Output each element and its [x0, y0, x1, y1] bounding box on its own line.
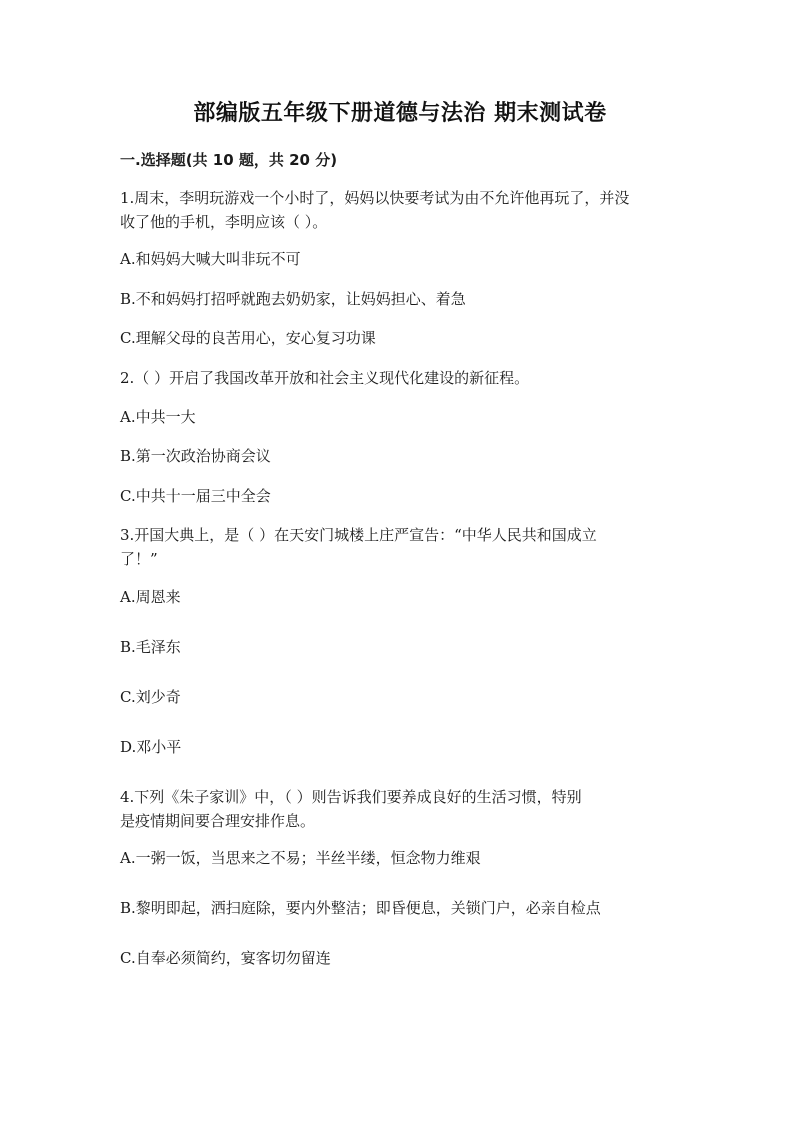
question-4-option-c: C.自奉必须简约，宴客切勿留连 — [120, 949, 331, 967]
question-1-option-a: A.和妈妈大喊大叫非玩不可 — [120, 250, 301, 268]
page-title: 部编版五年级下册道德与法治 期末测试卷 — [193, 101, 607, 126]
question-4-option-b: B.黎明即起，洒扫庭除，要内外整洁；即昏便息，关锁门户，必亲自检点 — [120, 899, 601, 917]
question-3-stem-line-2: 了！” — [120, 550, 158, 568]
question-4-stem-line-2: 是疫情期间要合理安排作息。 — [120, 812, 316, 830]
question-1-stem-line-1: 1.周末，李明玩游戏一个小时了，妈妈以快要考试为由不允许他再玩了，并没 — [120, 189, 630, 207]
section-heading: 一.选择题(共 10 题，共 20 分) — [120, 151, 338, 169]
question-3-stem-line-1: 3.开国大典上，是（ ）在天安门城楼上庄严宣告：“中华人民共和国成立 — [120, 526, 597, 544]
question-3-option-d: D.邓小平 — [120, 738, 182, 756]
question-4-option-a: A.一粥一饭，当思来之不易；半丝半缕，恒念物力维艰 — [120, 849, 481, 867]
question-3-option-a: A.周恩来 — [120, 588, 181, 606]
question-4-stem-line-1: 4.下列《朱子家训》中，（ ）则告诉我们要养成良好的生活习惯，特别 — [120, 788, 582, 806]
question-1-option-b: B.不和妈妈打招呼就跑去奶奶家，让妈妈担心、着急 — [120, 290, 466, 308]
question-3-option-b: B.毛泽东 — [120, 638, 181, 656]
question-2-option-a: A.中共一大 — [120, 408, 196, 426]
question-2-stem: 2.（ ）开启了我国改革开放和社会主义现代化建设的新征程。 — [120, 369, 530, 387]
question-2-option-b: B.第一次政治协商会议 — [120, 447, 271, 465]
question-1-stem-line-2: 收了他的手机，李明应该（ ）。 — [120, 213, 328, 231]
question-2-option-c: C.中共十一届三中全会 — [120, 487, 271, 505]
question-1-option-c: C.理解父母的良苦用心，安心复习功课 — [120, 329, 376, 347]
question-3-option-c: C.刘少奇 — [120, 688, 181, 706]
